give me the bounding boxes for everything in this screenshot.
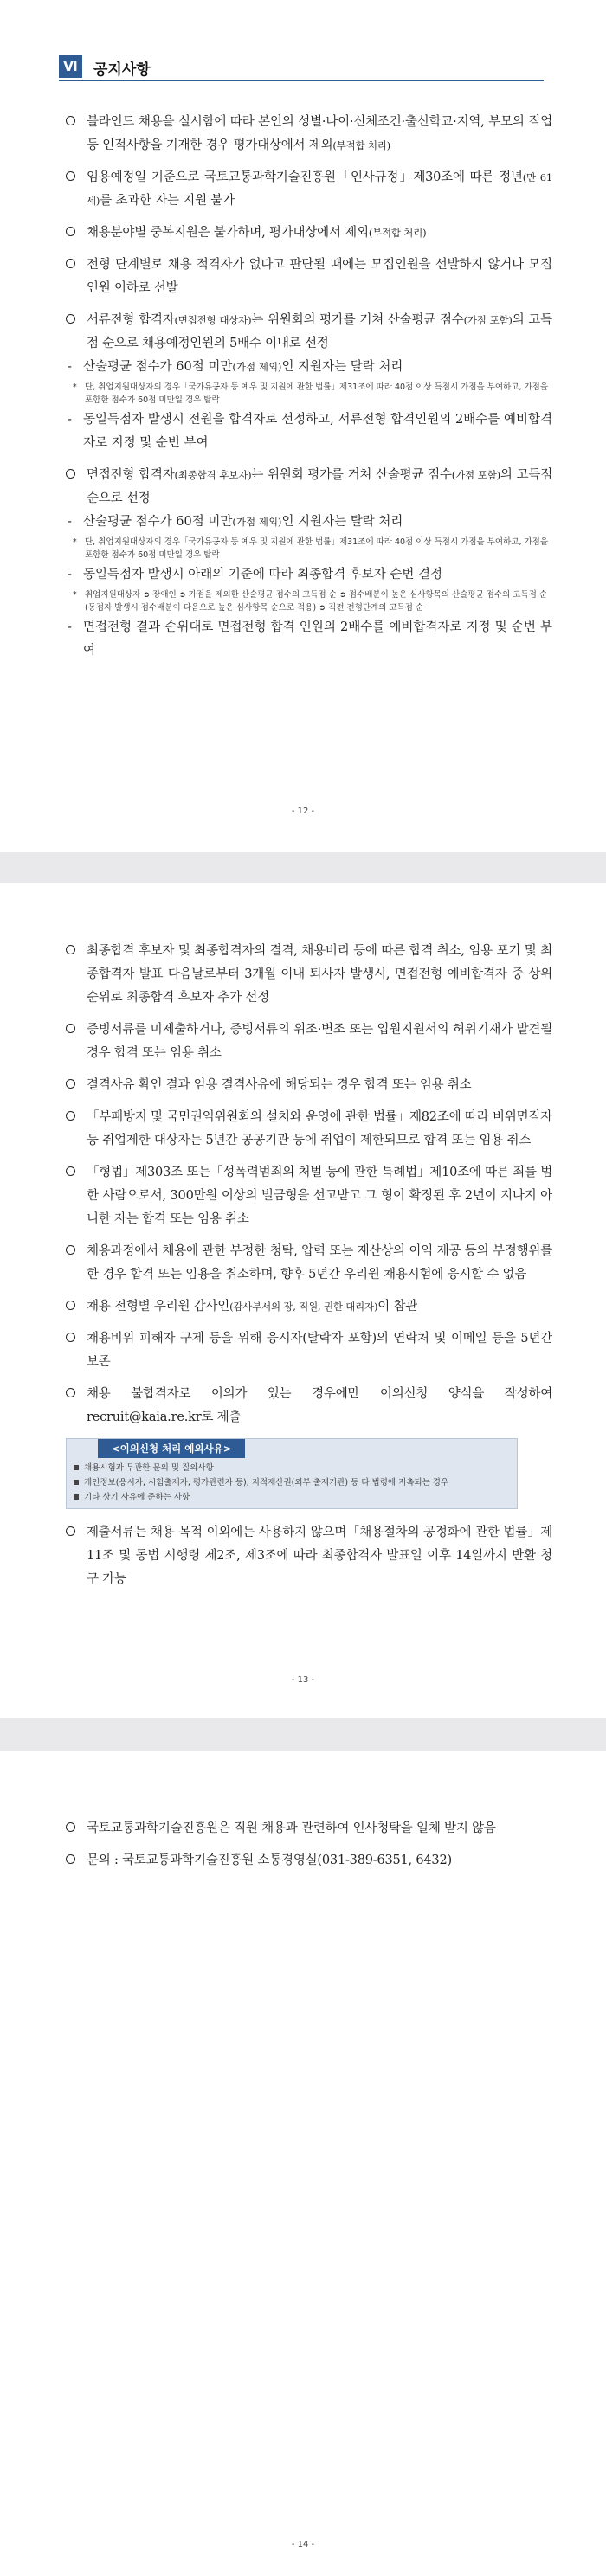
list-item: 「부패방지 및 국민권익위원회의 설치와 운영에 관한 법률」제82조에 따라 비위면직자 등 취업제한 대상자는 5년간 공공기관 등에 취업이 제한되므로 합격 또는 임용 취소 [66,1106,552,1153]
circle-bullet-icon [66,1079,75,1089]
list-item: 임용예정일 기준으로 국토교통과학기술진흥원「인사규정」제30조에 따른 정년(만 61세)를 초과한 자는 지원 불가 [66,166,552,213]
footnote: * 취업지원대상자 ➲ 장애인 ➲ 가점을 제외한 산술평균 점수의 고득점 순 ➲ 점수배분이 높은 심사항목의 산술평균 점수의 고득점 순(동점자 발생시 점수배분이 다음으로 높은 심사항목 순으로 적용) ➲ 직전 전형단계의 고득점 순 [73,590,548,613]
exception-row: 개인정보(응시자, 시험출제자, 평가관련자 등), 지적재산권(외부 출제기관) 등 타 법령에 저촉되는 경우 [67,1475,517,1490]
list-item: 문의 : 국토교통과학기술진흥원 소통경영실(031-389-6351, 6432) [66,1849,552,1873]
exception-row: 기타 상기 사유에 준하는 사항 [67,1490,517,1505]
circle-bullet-icon [66,1024,75,1033]
list-item: 면접전형 합격자(최종합격 후보자)는 위원회 평가를 거쳐 산술평균 점수(가점 포함)의 고득점 순으로 선정 [66,464,552,511]
list-item: 블라인드 채용을 실시함에 따라 본인의 성별·나이·신체조건·출신학교·지역, 부모의 직업 등 인적사항을 기재한 경우 평가대상에서 제외(부적합 처리) [66,111,552,157]
page-number: - 13 - [291,1675,315,1685]
document-page-14 [0,1751,606,2576]
notice-list [66,940,552,1591]
list-item: 서류전형 합격자(면접전형 대상자)는 위원회의 평가를 거쳐 산술평균 점수(가점 포함)의 고득점 순으로 채용예정인원의 5배수 이내로 선정 [66,309,552,356]
circle-bullet-icon [66,227,75,236]
circle-bullet-icon [66,314,75,324]
page-number: - 14 - [291,2540,315,2549]
list-item: 「형법」제303조 또는「성폭력범죄의 처벌 등에 관한 특례법」제10조에 따른 죄를 범한 사람으로서, 300만원 이상의 벌금형을 선고받고 그 형이 확정된 후 2년이 지나지 아니한 자는 합격 또는 임용 취소 [66,1161,552,1231]
circle-bullet-icon [66,171,75,181]
document-page-13 [0,883,606,1718]
list-item: 채용분야별 중복지원은 불가하며, 평가대상에서 제외(부적합 처리) [66,222,552,245]
circle-bullet-icon [66,1301,75,1310]
section-title: 공지사항 [93,61,151,79]
circle-bullet-icon [66,469,75,479]
circle-bullet-icon [66,1245,75,1255]
section-header [59,54,544,80]
section-underline [59,80,544,81]
footnote: * 단, 취업지원대상자의 경우「국가유공자 등 예우 및 지원에 관한 법률」제31조에 따라 40점 이상 득점시 가점을 부여하고, 가점을 포함한 점수가 60점 미만일 경우 탈락 [73,382,549,405]
section-number: Ⅵ [59,55,82,78]
circle-bullet-icon [66,945,75,954]
notice-list [66,111,552,663]
list-item: 제출서류는 채용 목적 이외에는 사용하지 않으며「채용절차의 공정화에 관한 법률」제11조 및 동법 시행령 제2조, 제3조에 따라 최종합격자 발표일 이후 14일까지 반환 청구 가능 [66,1521,552,1591]
list-item: 국토교통과학기술진흥원은 직원 채용과 관련하여 인사청탁을 일체 받지 않음 [66,1817,552,1840]
list-item: 최종합격 후보자 및 최종합격자의 결격, 채용비리 등에 따른 합격 취소, 임용 포기 및 최종합격자 발표 다음날로부터 3개월 이내 퇴사자 발생시, 면접전형 예비합격자 중 상위 순위로 최종합격 후보자 추가 선정 [66,940,552,1010]
objection-exception-box [66,1438,518,1509]
sub-item: - 산술평균 점수가 60점 미만(가점 제외)인 지원자는 탈락 처리 [68,360,403,374]
exception-box-title: <이의신청 처리 예외사유> [98,1439,245,1458]
circle-bullet-icon [66,1111,75,1121]
page-number: - 12 - [291,806,315,816]
square-bullet-icon [74,1465,79,1470]
list-item: 증빙서류를 미제출하거나, 증빙서류의 위조·변조 또는 입원지원서의 허위기재가 발견될 경우 합격 또는 임용 취소 [66,1018,552,1065]
list-item: 결격사유 확인 결과 임용 결격사유에 해당되는 경우 합격 또는 임용 취소 [66,1074,552,1097]
circle-bullet-icon [66,1388,75,1397]
exception-row: 채용시험과 무관한 문의 및 질의사항 [67,1461,517,1475]
list-item: 채용과정에서 채용에 관한 부정한 청탁, 압력 또는 재산상의 이익 제공 등의 부정행위를 한 경우 합격 또는 임용을 취소하며, 향후 5년간 우리원 채용시험에 응시할 수 없음 [66,1240,552,1287]
square-bullet-icon [74,1480,79,1485]
list-item: 채용 전형별 우리원 감사인(감사부서의 장, 직원, 권한 대리자)이 참관 [66,1295,552,1319]
circle-bullet-icon [66,259,75,268]
sub-item: - 면접전형 결과 순위대로 면접전형 합격 인원의 2배수를 예비합격자로 지정 및 순번 부여 [68,620,552,658]
circle-bullet-icon [66,1854,75,1864]
footnote: * 단, 취업지원대상자의 경우「국가유공자 등 예우 및 지원에 관한 법률」제31조에 따라 40점 이상 득점시 가점을 부여하고, 가점을 포함한 점수가 60점 미만일 경우 탈락 [73,537,549,560]
circle-bullet-icon [66,1333,75,1342]
sub-item: - 산술평균 점수가 60점 미만(가점 제외)인 지원자는 탈락 처리 [68,515,403,529]
sub-item: - 동일득점자 발생시 전원을 합격자로 선정하고, 서류전형 합격인원의 2배수를 예비합격자로 지정 및 순번 부여 [68,413,552,450]
square-bullet-icon [74,1494,79,1500]
list-item: 채용비위 피해자 구제 등을 위해 응시자(탈락자 포함)의 연락처 및 이메일 등을 5년간 보존 [66,1327,552,1374]
list-item: 전형 단계별로 채용 적격자가 없다고 판단될 때에는 모집인원을 선발하지 않거나 모집인원 이하로 선발 [66,254,552,300]
document-page-12 [0,0,606,852]
sub-item: - 동일득점자 발생시 아래의 기준에 따라 최종합격 후보자 순번 결정 [68,568,443,581]
circle-bullet-icon [66,1166,75,1176]
circle-bullet-icon [66,1526,75,1536]
notice-list [66,1817,552,1873]
circle-bullet-icon [66,1822,75,1832]
list-item: 채용 불합격자로 이의가 있는 경우에만 이의신청 양식을 작성하여 recruit@kaia.re.kr로 제출 [66,1383,552,1429]
circle-bullet-icon [66,116,75,125]
